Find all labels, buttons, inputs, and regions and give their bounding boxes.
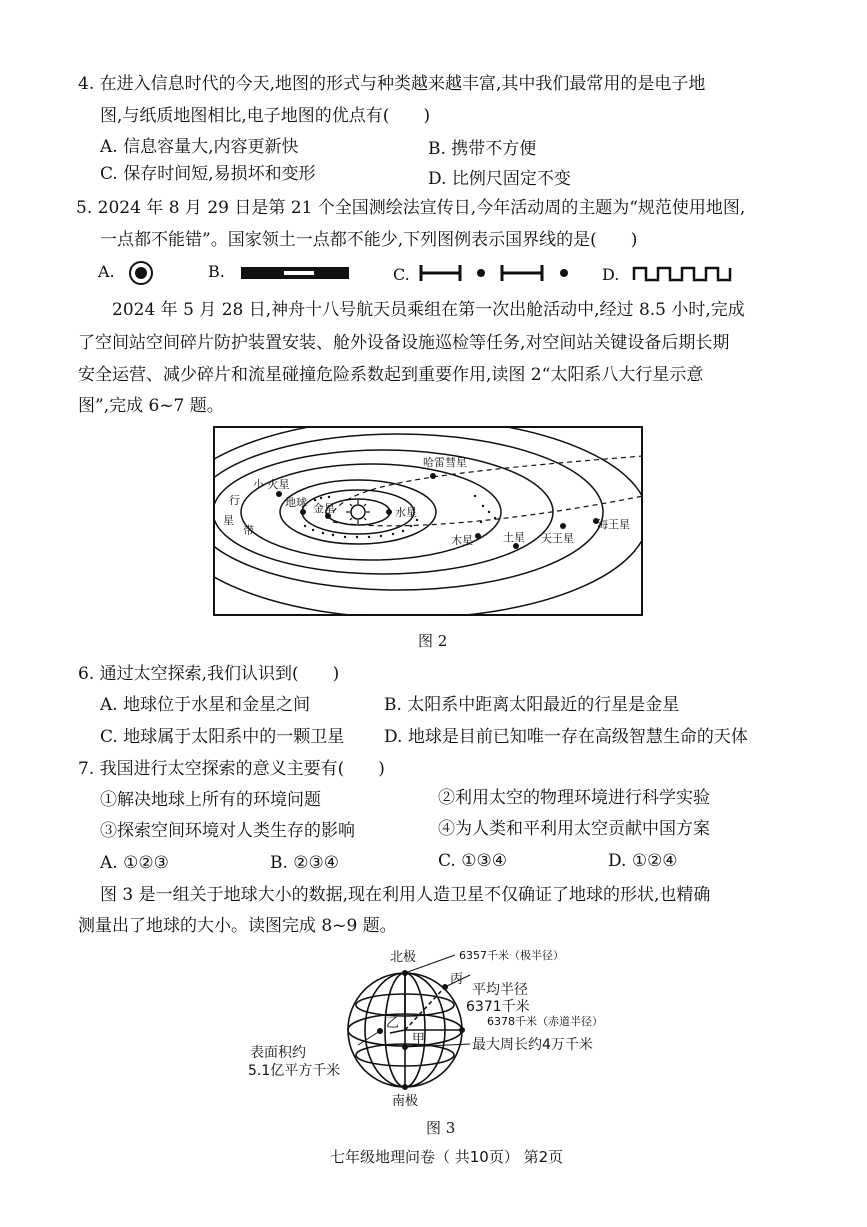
q5-option-b-label: B.: [208, 262, 225, 281]
q5-option-c-label: C.: [393, 265, 410, 284]
circumference-label: 最大周长约4万千米: [472, 1037, 593, 1053]
mean-radius-label: 平均半径: [472, 982, 528, 998]
q4-stem-line1: 4. 在进入信息时代的今天,地图的形式与种类越来越丰富,其中我们最常用的是电子地: [78, 74, 706, 94]
asteroid-belt-label-3: 带: [243, 524, 254, 537]
intro-6-7-line1: 2024 年 5 月 28 日,神舟十八号航天员乘组在第一次出舱活动中,经过 8.5 小时,完成: [112, 300, 745, 320]
q6-stem: 6. 通过太空探索,我们认识到( ): [78, 664, 340, 684]
q5-stem-line1: 5. 2024 年 8 月 29 日是第 21 个全国测绘法宣传日,今年活动周的主题为“规范使用地图,: [76, 198, 746, 218]
jupiter-label: 木星: [451, 534, 473, 547]
intro-6-7-line2: 了空间站空间碎片防护装置安装、舱外设备设施巡检等任务,对空间站关键设备后期长期: [78, 333, 730, 353]
q7-statement-3: ③探索空间环境对人类生存的影响: [100, 821, 355, 841]
q7-option-a: A. ①②③: [100, 853, 169, 873]
q5-option-d-label: D.: [602, 265, 620, 284]
equatorial-radius-label: 6378千米（赤道半径）: [487, 1015, 603, 1028]
solar-system-diagram: [213, 426, 643, 616]
uranus-label: 天王星: [541, 532, 574, 545]
q5-option-a-label: A.: [98, 262, 115, 281]
figure-3-caption: 图 3: [426, 1119, 456, 1137]
q7-option-b: B. ②③④: [270, 853, 340, 873]
q7-option-d: D. ①②④: [608, 851, 678, 871]
venus-label: 金星: [313, 502, 335, 515]
q7-statement-1: ①解决地球上所有的环境问题: [100, 790, 321, 810]
q4-option-a: A. 信息容量大,内容更新快: [100, 137, 299, 157]
polar-radius-label: 6357千米（极半径）: [459, 949, 564, 962]
q6-option-a: A. 地球位于水星和金星之间: [100, 695, 311, 715]
q7-statement-2: ②利用太空的物理环境进行科学实验: [438, 788, 710, 808]
q4-option-d: D. 比例尺固定不变: [428, 169, 571, 189]
figure-2-caption: 图 2: [418, 632, 448, 650]
capital-symbol-icon: [128, 260, 154, 286]
q7-stem: 7. 我国进行太空探索的意义主要有( ): [78, 759, 385, 779]
earth-label: 地球: [285, 496, 307, 509]
point-jia-label: 甲: [412, 1032, 426, 1047]
q7-option-c: C. ①③④: [438, 851, 507, 871]
mean-radius-value: 6371千米: [466, 999, 530, 1015]
surface-area-label-1: 表面积约: [250, 1045, 306, 1061]
q5-stem-line2: 一点都不能错”。国家领土一点都不能少,下列图例表示国界线的是( ): [100, 230, 638, 250]
q6-option-d: D. 地球是目前已知唯一存在高级智慧生命的天体: [384, 727, 748, 747]
north-pole-label: 北极: [390, 950, 417, 965]
asteroid-belt-label-2: 星: [223, 514, 234, 527]
railway-symbol-icon: [240, 265, 350, 281]
point-bing-label: 丙: [450, 972, 464, 987]
q4-stem-line2: 图,与纸质地图相比,电子地图的优点有( ): [100, 106, 431, 126]
intro-8-9-line2: 测量出了地球的大小。读图完成 8~9 题。: [78, 916, 397, 936]
q7-statement-4: ④为人类和平利用太空贡献中国方案: [438, 819, 710, 839]
q6-option-c: C. 地球属于太阳系中的一颗卫星: [100, 727, 345, 747]
q6-option-b: B. 太阳系中距离太阳最近的行星是金星: [384, 695, 680, 715]
asteroid-belt-label-1: 行: [229, 494, 240, 507]
earth-size-diagram: [240, 945, 640, 1110]
q4-option-b: B. 携带不方便: [428, 139, 537, 159]
page-footer: 七年级地理问卷（ 共10页） 第2页: [330, 1148, 564, 1166]
point-yi-label: 乙: [386, 1016, 400, 1031]
q4-option-c: C. 保存时间短,易损坏和变形: [100, 164, 316, 184]
halley-comet-label: 哈雷彗星: [423, 456, 467, 469]
neptune-label: 海王星: [597, 518, 630, 531]
mercury-label: 水星: [395, 506, 417, 519]
national-border-symbol-icon: [418, 263, 578, 283]
intro-6-7-line4: 图”,完成 6~7 题。: [78, 396, 224, 416]
wall-symbol-icon: [632, 264, 736, 282]
saturn-label: 土星: [503, 531, 525, 544]
intro-6-7-line3: 安全运营、减少碎片和流星碰撞危险系数起到重要作用,读图 2“太阳系八大行星示意: [78, 365, 704, 385]
q5-symbol-options: [98, 260, 758, 286]
mars-label: 小 火星: [253, 478, 290, 491]
surface-area-label-2: 5.1亿平方千米: [248, 1063, 341, 1079]
south-pole-label: 南极: [392, 1094, 419, 1109]
intro-8-9-line1: 图 3 是一组关于地球大小的数据,现在利用人造卫星不仅确证了地球的形状,也精确: [100, 885, 711, 905]
